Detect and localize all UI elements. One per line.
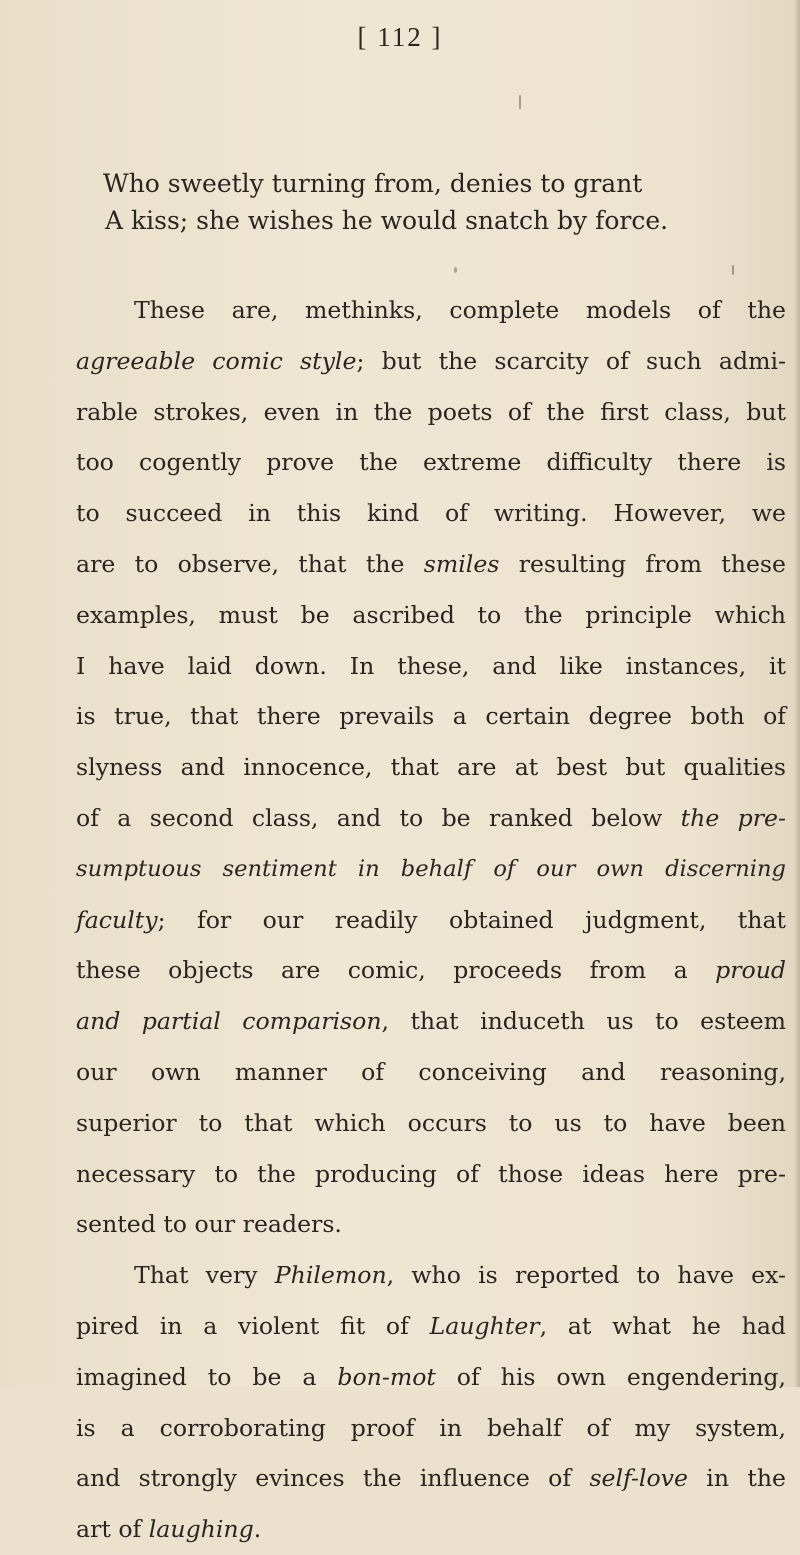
text-run: That very	[134, 1261, 275, 1290]
text-run: these objects are comic, proceeds from a	[76, 956, 716, 985]
text-line	[76, 336, 786, 387]
text-run: ; for our readily obtained judgment, that	[157, 905, 786, 934]
verse-quotation	[103, 165, 783, 239]
text-run: , that induceth us to esteem	[381, 1007, 786, 1036]
text-line	[76, 1301, 786, 1352]
italic-run: the pre-	[680, 803, 786, 832]
text-line	[76, 539, 786, 590]
italic-run: Laughter	[429, 1311, 540, 1340]
text-line	[76, 641, 786, 692]
text-line	[76, 488, 786, 539]
italic-run: and partial comparison	[76, 1007, 382, 1036]
text-run: of his own engendering,	[435, 1362, 786, 1391]
text-run: necessary to the producing of those ideas here pre-	[76, 1159, 786, 1188]
text-line	[76, 1098, 786, 1149]
text-line	[76, 691, 786, 742]
text-run: pired in a violent fit of	[76, 1311, 430, 1340]
italic-run: Philemon	[274, 1261, 387, 1290]
body-text	[76, 285, 786, 1555]
text-line	[76, 437, 786, 488]
ink-speck	[454, 267, 457, 273]
text-line	[76, 387, 786, 438]
text-run: , at what he had	[539, 1311, 786, 1340]
text-line	[76, 1403, 786, 1454]
italic-run: laughing	[148, 1515, 254, 1544]
text-line	[76, 895, 786, 946]
page-edge-shadow	[794, 0, 800, 1387]
text-run: is a corroborating proof in behalf of my system,	[76, 1413, 786, 1442]
text-run: slyness and innocence, that are at best but qualities	[76, 753, 786, 782]
text-line	[76, 1149, 786, 1200]
ink-speck	[519, 95, 521, 109]
text-run: sented to our readers.	[76, 1210, 342, 1239]
page-number: [ 112 ]	[357, 22, 443, 52]
text-run: superior to that which occurs to us to have been	[76, 1108, 786, 1137]
paragraph-2	[76, 1250, 786, 1555]
text-run: These are, methinks, complete models of the	[134, 296, 786, 324]
text-run: is true, that there prevails a certain degree both of	[76, 702, 786, 731]
text-line	[76, 996, 786, 1047]
text-run: imagined to be a	[76, 1362, 338, 1391]
verse-line-2: A kiss; she wishes he would snatch by force.	[105, 206, 669, 235]
text-line	[76, 285, 786, 336]
text-line	[76, 1352, 786, 1403]
italic-run: sumptuous sentiment in behalf of our own discerning	[76, 855, 786, 882]
italic-run: bon-mot	[337, 1362, 436, 1391]
text-run: examples, must be ascribed to the principle which	[76, 600, 786, 629]
italic-run: agreeable comic style	[76, 346, 357, 375]
text-run: , who is reported to have ex-	[386, 1261, 786, 1290]
italic-run: self-love	[589, 1464, 688, 1493]
text-line	[76, 1504, 786, 1555]
text-line	[76, 590, 786, 641]
text-line	[76, 844, 786, 895]
text-line	[76, 793, 786, 844]
paragraph-1	[76, 285, 786, 1250]
text-run: I have laid down. In these, and like instances, it	[76, 651, 786, 680]
italic-run: smiles	[423, 549, 500, 578]
text-run: our own manner of conceiving and reasoning,	[76, 1057, 786, 1086]
ink-speck	[732, 265, 734, 275]
text-line	[76, 1199, 786, 1250]
text-line	[76, 945, 786, 996]
text-run: in the	[687, 1464, 786, 1493]
text-run: rable strokes, even in the poets of the first class, but	[76, 397, 786, 426]
text-run: art of	[76, 1515, 149, 1544]
text-run: of a second class, and to be ranked below	[76, 803, 681, 832]
text-line	[76, 1047, 786, 1098]
text-run: too cogently prove the extreme difficulty there is	[76, 448, 786, 477]
italic-run: faculty	[76, 905, 158, 934]
italic-run: proud	[715, 956, 786, 985]
text-run: ; but the scarcity of such admi-	[356, 346, 786, 375]
text-run: .	[253, 1515, 262, 1544]
text-line	[76, 1453, 786, 1504]
text-run: to succeed in this kind of writing. However, we	[76, 499, 786, 528]
verse-line-1: Who sweetly turning from, denies to grant	[103, 169, 643, 198]
text-run: are to observe, that the	[76, 549, 424, 578]
text-line	[76, 742, 786, 793]
text-run: and strongly evinces the influence of	[76, 1464, 590, 1493]
text-run: resulting from these	[499, 549, 786, 578]
text-line	[76, 1250, 786, 1301]
